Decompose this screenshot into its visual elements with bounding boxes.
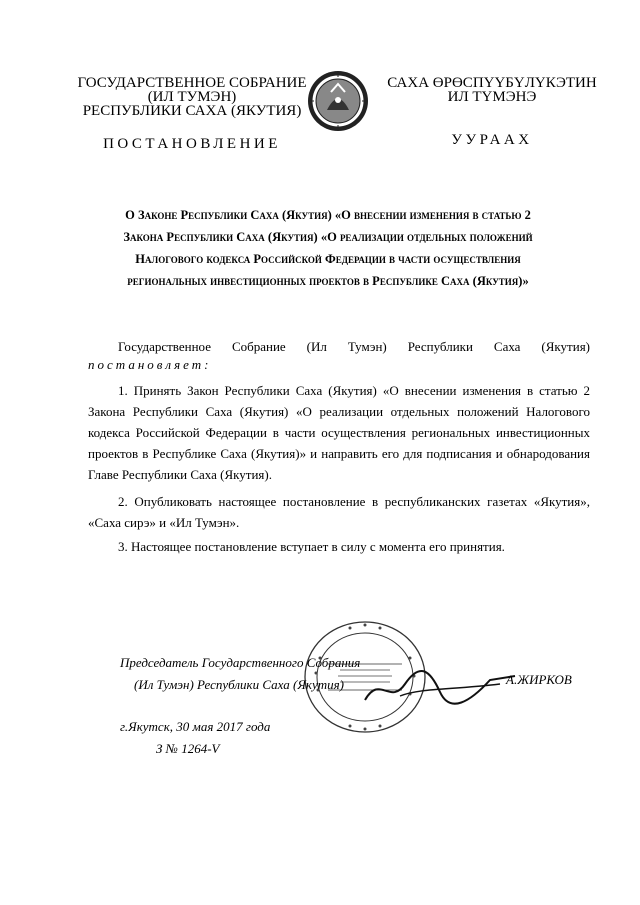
header-right-line: ИЛ ТҮМЭНЭ xyxy=(447,89,537,105)
coat-of-arms-emblem-icon xyxy=(307,70,369,132)
header-left xyxy=(60,76,324,118)
decree-label-ru: ПОСТАНОВЛЕНИЕ xyxy=(103,136,281,152)
title-line: региональных инвестиционных проектов в Республике Саха (Якутия)» xyxy=(127,274,529,288)
title-line: О Законе Республики Саха (Якутия) «О внесении изменения в статью 2 xyxy=(125,208,531,222)
signatory-title xyxy=(120,652,360,696)
header-left-line: РЕСПУБЛИКИ САХА (ЯКУТИЯ) xyxy=(82,103,302,119)
title-line: Налогового кодекса Российской Федерации в части осуществления xyxy=(135,252,521,266)
place-and-number xyxy=(120,716,270,760)
decree-number: З № 1264-V xyxy=(156,741,220,756)
handwritten-signature-icon xyxy=(360,662,520,712)
document-title xyxy=(88,204,568,292)
signatory-title-line: (Ил Тумэн) Республики Саха (Якутия) xyxy=(134,677,344,692)
header-left-line: (ИЛ ТУМЭН) xyxy=(147,89,237,105)
header-right-line: САХА ӨРӨСПҮҮБҮЛҮКЭТИН xyxy=(387,75,597,91)
header-left-line: ГОСУДАРСТВЕННОЕ СОБРАНИЕ xyxy=(77,75,307,91)
title-line: Закона Республики Саха (Якутия) «О реализации отдельных положений xyxy=(123,230,533,244)
preamble: Государственное Собрание (Ил Тумэн) Республики Саха (Якутия) xyxy=(118,339,590,354)
decree-item-1: 1. Принять Закон Республики Саха (Якутия) «О внесении изменения в статью 2 Закона Республики Саха (Якутия) «О реализации отдельных положений Налогового кодекса Российской Федерации в части осуществления региональных инвестиционных проектов в Республике Саха (Якутия)» и направить его для подписания и обнародования Главе Республики Саха (Якутия). xyxy=(88,383,590,482)
place-date: г.Якутск, 30 мая 2017 года xyxy=(120,719,271,734)
postanovlyaet-label: постановляет: xyxy=(88,357,212,372)
signatory-title-line: Председатель Государственного Собрания xyxy=(120,655,361,670)
decree-item-3: 3. Настоящее постановление вступает в силу с момента его принятия. xyxy=(118,539,505,554)
header-right xyxy=(372,76,612,104)
signatory-name: А.ЖИРКОВ xyxy=(506,672,572,687)
decree-item-2: 2. Опубликовать настоящее постановление в республиканских газетах «Якутия», «Саха сирэ» и «Ил Тумэн». xyxy=(88,494,590,530)
decree-label-sakha: УУРААХ xyxy=(451,132,533,148)
